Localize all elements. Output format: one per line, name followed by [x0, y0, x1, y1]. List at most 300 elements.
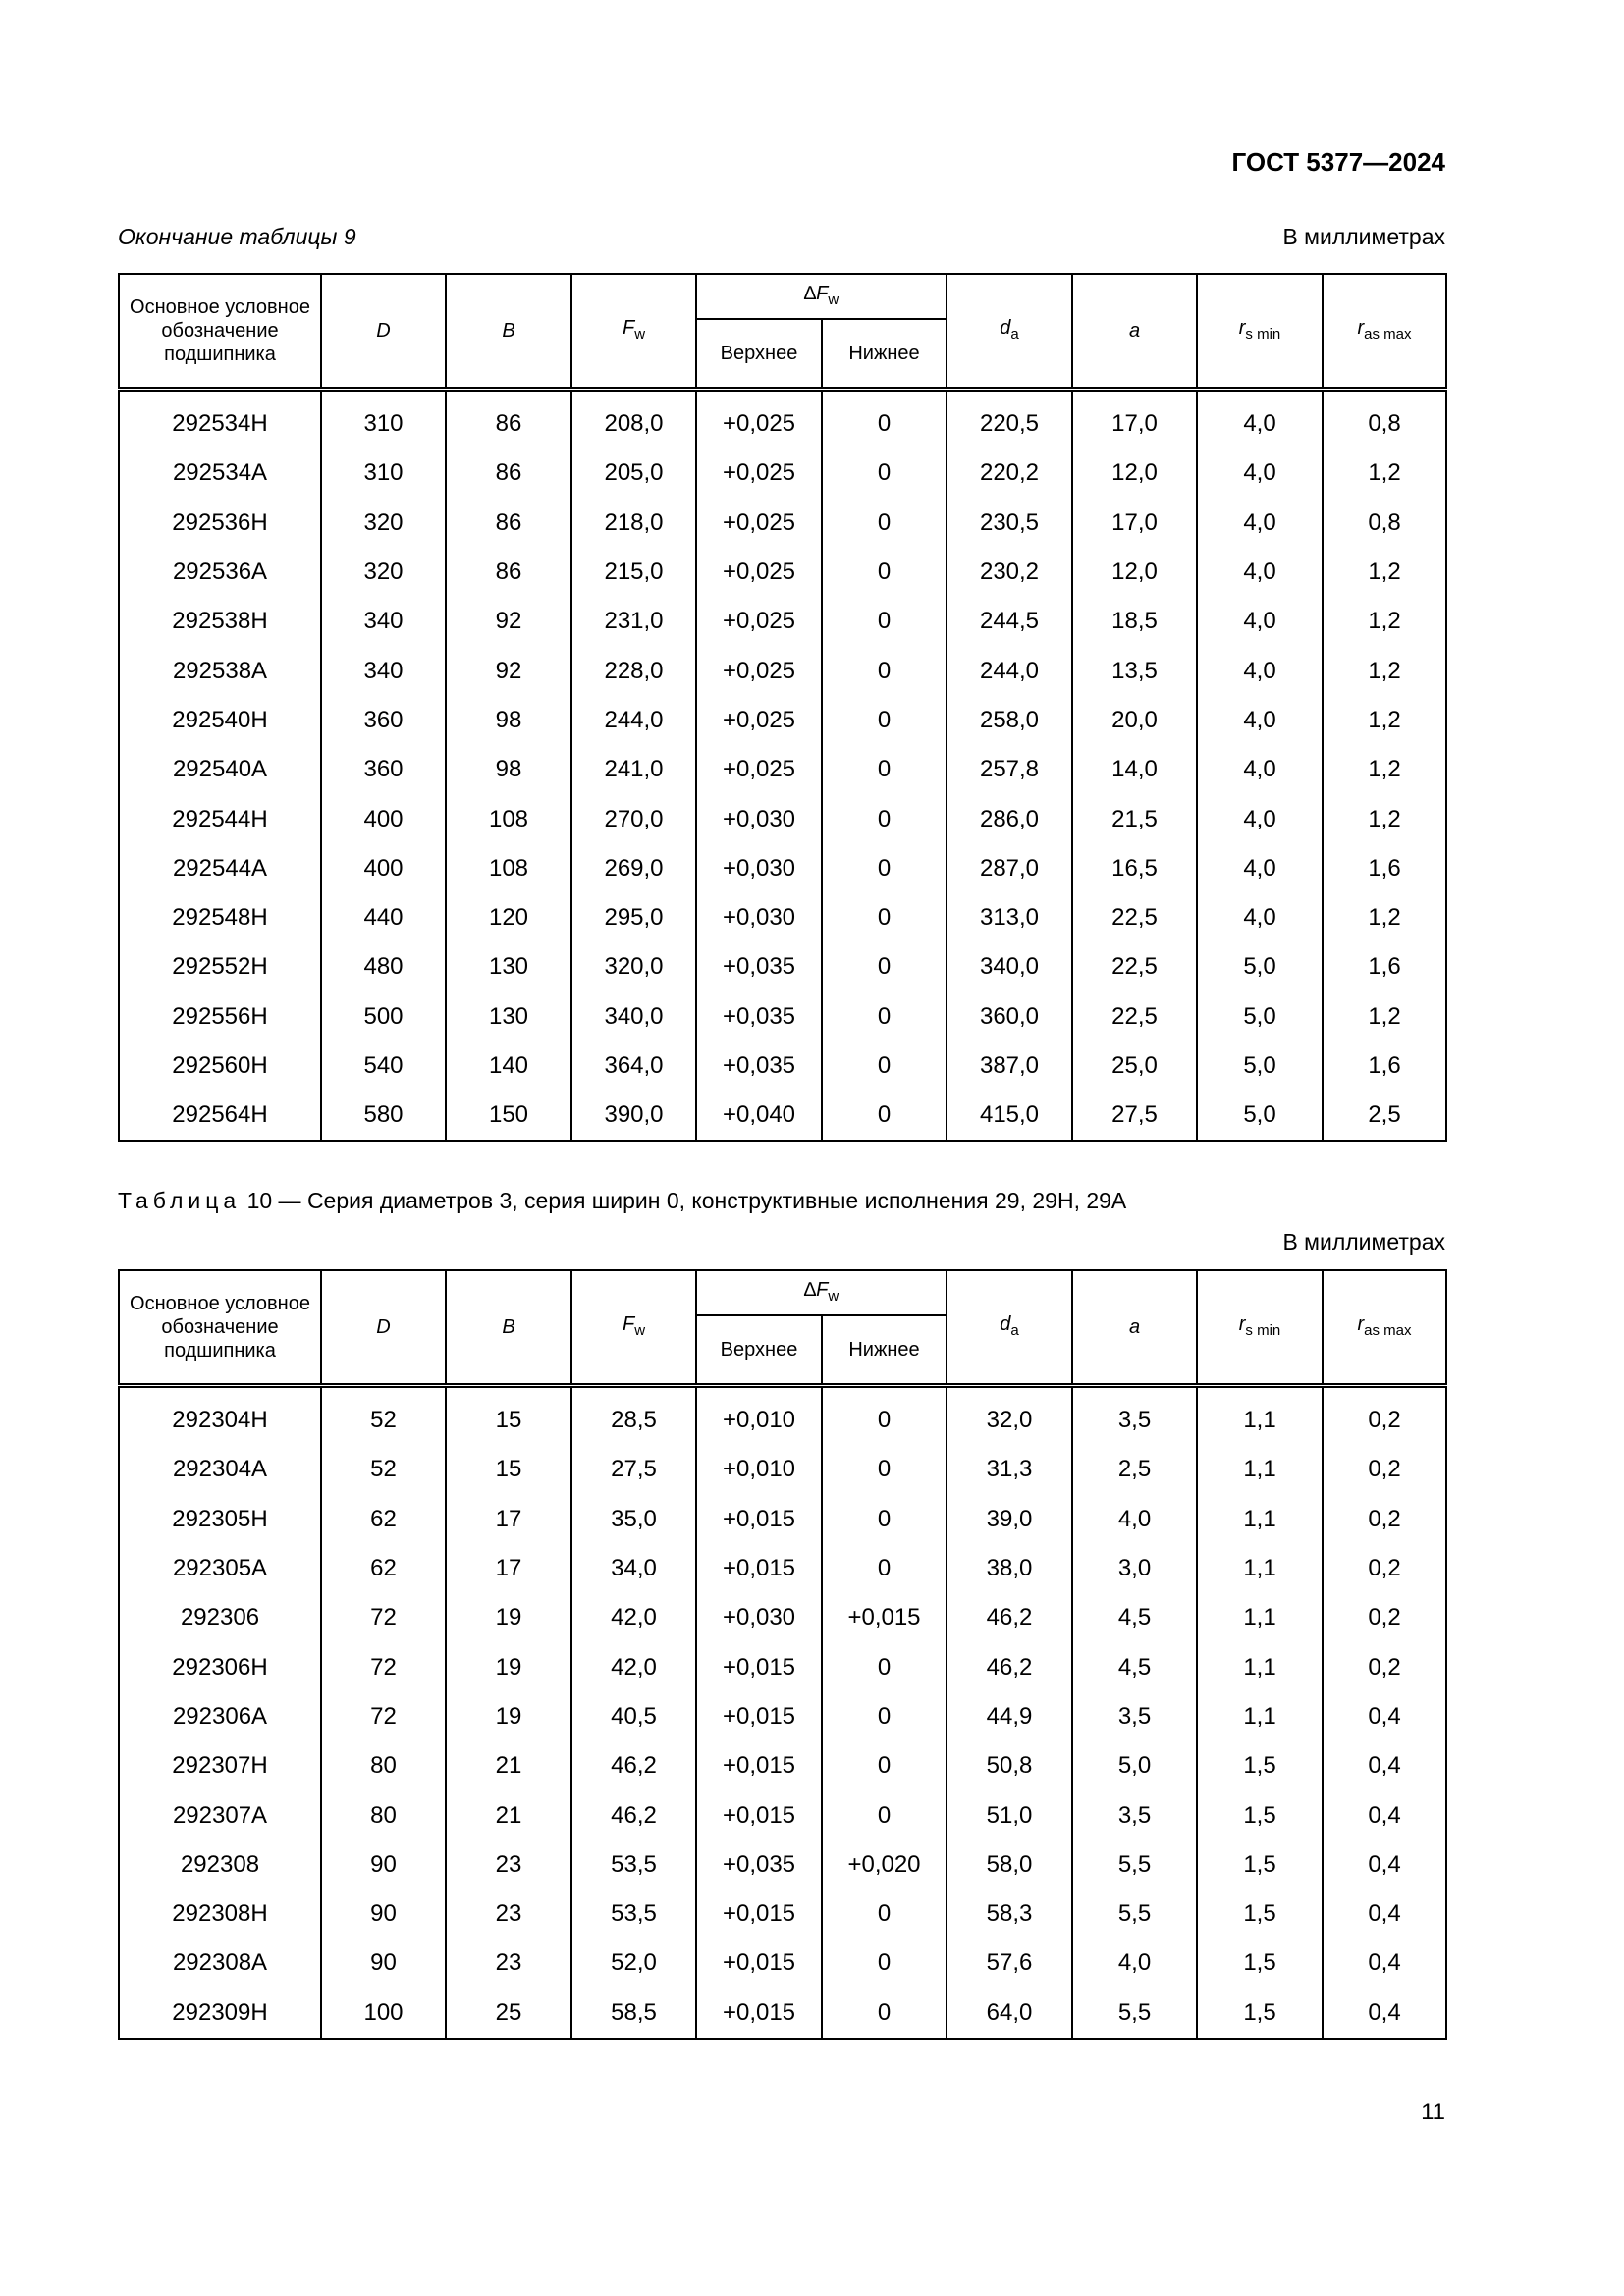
table-cell: +0,010: [696, 1445, 822, 1494]
table-cell: 292308Н: [119, 1890, 321, 1939]
table-cell: 1,2: [1323, 893, 1446, 942]
table-cell: 108: [446, 794, 571, 843]
table-cell: 1,2: [1323, 696, 1446, 745]
table-cell: 0: [822, 1041, 947, 1091]
table9-caption: Окончание таблицы 9: [118, 224, 356, 249]
table-row: [119, 992, 1446, 1041]
table-cell: 17: [446, 1495, 571, 1544]
table-row: [119, 499, 1446, 548]
table-cell: 4,0: [1072, 1495, 1197, 1544]
table-cell: +0,035: [696, 1841, 822, 1890]
table-cell: 360: [321, 696, 446, 745]
col-a: a: [1072, 1270, 1197, 1386]
table-row: [119, 597, 1446, 646]
table-cell: 0: [822, 1386, 947, 1446]
table-cell: 0,4: [1323, 1989, 1446, 2039]
table-cell: 0: [822, 794, 947, 843]
table-cell: 17,0: [1072, 499, 1197, 548]
table-cell: 4,0: [1197, 390, 1323, 450]
table-cell: +0,030: [696, 1593, 822, 1642]
table-cell: 12,0: [1072, 449, 1197, 498]
table-cell: 0,4: [1323, 1692, 1446, 1741]
table-cell: 34,0: [571, 1544, 696, 1593]
table-cell: +0,015: [696, 1642, 822, 1691]
table-cell: 292544А: [119, 844, 321, 893]
table-cell: 360,0: [947, 992, 1072, 1041]
table-cell: 292538Н: [119, 597, 321, 646]
table-row: [119, 1841, 1446, 1890]
table-row: [119, 1890, 1446, 1939]
table-cell: 258,0: [947, 696, 1072, 745]
table-cell: 360: [321, 745, 446, 794]
table-cell: 31,3: [947, 1445, 1072, 1494]
table-cell: 292304А: [119, 1445, 321, 1494]
table-cell: 53,5: [571, 1890, 696, 1939]
table-cell: 415,0: [947, 1091, 1072, 1141]
table-cell: 51,0: [947, 1790, 1072, 1840]
table-cell: 4,0: [1197, 449, 1323, 498]
col-da: $d_a$: [947, 1270, 1072, 1386]
table-cell: 86: [446, 449, 571, 498]
table-cell: 292309Н: [119, 1989, 321, 2039]
table-cell: 0: [822, 1692, 947, 1741]
table-cell: +0,015: [696, 1692, 822, 1741]
table-cell: 0: [822, 597, 947, 646]
table-cell: 320: [321, 548, 446, 597]
table-row: [119, 1939, 1446, 1988]
table-cell: 292307А: [119, 1790, 321, 1840]
table-cell: 292305А: [119, 1544, 321, 1593]
table-cell: 0: [822, 696, 947, 745]
table-cell: 4,0: [1197, 745, 1323, 794]
table-cell: 340: [321, 646, 446, 695]
table-cell: +0,025: [696, 745, 822, 794]
table-cell: 269,0: [571, 844, 696, 893]
table-cell: 20,0: [1072, 696, 1197, 745]
col-designation: Основное условное обозначение подшипника: [119, 1270, 321, 1386]
table-cell: 244,5: [947, 597, 1072, 646]
table-cell: 4,5: [1072, 1593, 1197, 1642]
table-cell: 241,0: [571, 745, 696, 794]
table-cell: 0: [822, 1544, 947, 1593]
table-row: [119, 646, 1446, 695]
table-cell: 1,2: [1323, 794, 1446, 843]
table-cell: 292307Н: [119, 1741, 321, 1790]
table-cell: +0,020: [822, 1841, 947, 1890]
table-10: [118, 1269, 1447, 2040]
table-cell: 27,5: [571, 1445, 696, 1494]
table-cell: 25: [446, 1989, 571, 2039]
table-cell: +0,015: [696, 1989, 822, 2039]
table-cell: 21,5: [1072, 794, 1197, 843]
table-cell: +0,015: [696, 1890, 822, 1939]
table-cell: 0: [822, 844, 947, 893]
table-cell: 244,0: [947, 646, 1072, 695]
table-row: [119, 1445, 1446, 1494]
table-cell: 5,0: [1072, 1741, 1197, 1790]
table-cell: 130: [446, 942, 571, 991]
table-cell: 108: [446, 844, 571, 893]
table-cell: +0,030: [696, 893, 822, 942]
table-cell: 230,5: [947, 499, 1072, 548]
table-cell: 52: [321, 1386, 446, 1446]
table-cell: 220,5: [947, 390, 1072, 450]
table-cell: 390,0: [571, 1091, 696, 1141]
table-cell: 19: [446, 1593, 571, 1642]
table10-header: [119, 1270, 1446, 1386]
table-cell: 1,5: [1197, 1989, 1323, 2039]
table-cell: 0,2: [1323, 1642, 1446, 1691]
table-cell: 292556Н: [119, 992, 321, 1041]
table-cell: +0,040: [696, 1091, 822, 1141]
table-cell: 270,0: [571, 794, 696, 843]
table-row: [119, 696, 1446, 745]
table-cell: +0,015: [696, 1495, 822, 1544]
table-cell: 292534А: [119, 449, 321, 498]
table-cell: 292536А: [119, 548, 321, 597]
table-cell: 0,4: [1323, 1939, 1446, 1988]
col-D: D: [321, 1270, 446, 1386]
table-cell: 17: [446, 1544, 571, 1593]
table-cell: +0,025: [696, 449, 822, 498]
table-cell: 1,5: [1197, 1939, 1323, 1988]
col-ras-max: $r_{as max}$: [1323, 1270, 1446, 1386]
table-cell: 220,2: [947, 449, 1072, 498]
table-cell: 52: [321, 1445, 446, 1494]
table-cell: 540: [321, 1041, 446, 1091]
table-cell: 13,5: [1072, 646, 1197, 695]
table-cell: +0,015: [696, 1790, 822, 1840]
table-cell: 310: [321, 390, 446, 450]
table-cell: 130: [446, 992, 571, 1041]
table-row: [119, 1544, 1446, 1593]
col-B: B: [446, 274, 571, 390]
table-row: [119, 1091, 1446, 1141]
table-cell: 80: [321, 1790, 446, 1840]
table-cell: 1,2: [1323, 992, 1446, 1041]
col-rs-min: $r_{s min}$: [1197, 1270, 1323, 1386]
table-cell: 3,5: [1072, 1386, 1197, 1446]
table-cell: 62: [321, 1544, 446, 1593]
table-cell: 22,5: [1072, 992, 1197, 1041]
table-cell: 2,5: [1072, 1445, 1197, 1494]
table-cell: 19: [446, 1642, 571, 1691]
table-cell: 90: [321, 1939, 446, 1988]
table-cell: 1,1: [1197, 1692, 1323, 1741]
table-cell: 12,0: [1072, 548, 1197, 597]
table-row: [119, 1790, 1446, 1840]
table-cell: 4,0: [1197, 893, 1323, 942]
table-cell: 320,0: [571, 942, 696, 991]
table-cell: 22,5: [1072, 942, 1197, 991]
table-row: [119, 844, 1446, 893]
table-cell: 292306Н: [119, 1642, 321, 1691]
table-cell: 4,0: [1072, 1939, 1197, 1988]
table-cell: 46,2: [571, 1741, 696, 1790]
table-cell: 23: [446, 1890, 571, 1939]
col-Fw: $F_w$: [571, 274, 696, 390]
table-cell: 1,5: [1197, 1890, 1323, 1939]
table-cell: 292536Н: [119, 499, 321, 548]
table-cell: 15: [446, 1445, 571, 1494]
table-row: [119, 1642, 1446, 1691]
table-cell: 35,0: [571, 1495, 696, 1544]
table-cell: 50,8: [947, 1741, 1072, 1790]
table-cell: 3,5: [1072, 1692, 1197, 1741]
table-cell: 86: [446, 499, 571, 548]
table-cell: 292306: [119, 1593, 321, 1642]
table10-title: [118, 1188, 1126, 1214]
table-cell: 0: [822, 1939, 947, 1988]
table-cell: 313,0: [947, 893, 1072, 942]
table-cell: 46,2: [947, 1642, 1072, 1691]
table-cell: 1,5: [1197, 1741, 1323, 1790]
table-cell: 86: [446, 390, 571, 450]
table-cell: 5,0: [1197, 942, 1323, 991]
table-cell: 310: [321, 449, 446, 498]
col-upper: Верхнее: [696, 319, 822, 390]
table-cell: 5,5: [1072, 1890, 1197, 1939]
table-cell: 1,2: [1323, 597, 1446, 646]
table-cell: 92: [446, 597, 571, 646]
table-cell: 4,0: [1197, 499, 1323, 548]
table-row: [119, 794, 1446, 843]
table-cell: 42,0: [571, 1593, 696, 1642]
table-cell: 0,2: [1323, 1593, 1446, 1642]
col-Fw: $F_w$: [571, 1270, 696, 1386]
table-cell: 23: [446, 1841, 571, 1890]
table-cell: 0: [822, 1445, 947, 1494]
table-cell: 14,0: [1072, 745, 1197, 794]
table-cell: +0,015: [822, 1593, 947, 1642]
table-cell: 1,1: [1197, 1544, 1323, 1593]
table-cell: 387,0: [947, 1041, 1072, 1091]
table-cell: 5,5: [1072, 1841, 1197, 1890]
table-cell: 292306А: [119, 1692, 321, 1741]
document-code: ГОСТ 5377—2024: [1231, 147, 1445, 177]
table-cell: 0,4: [1323, 1741, 1446, 1790]
table-cell: 64,0: [947, 1989, 1072, 2039]
table-cell: 46,2: [947, 1593, 1072, 1642]
table-cell: 500: [321, 992, 446, 1041]
col-delta-Fw: $\Delta F_w$: [696, 274, 947, 319]
table-cell: 0: [822, 1989, 947, 2039]
table-row: [119, 942, 1446, 991]
table-cell: 0: [822, 992, 947, 1041]
table-cell: 0,2: [1323, 1445, 1446, 1494]
table-cell: 5,5: [1072, 1989, 1197, 2039]
table-cell: 120: [446, 893, 571, 942]
table-cell: 0,2: [1323, 1386, 1446, 1446]
table-cell: 1,5: [1197, 1790, 1323, 1840]
table-cell: 1,5: [1197, 1841, 1323, 1890]
table-cell: 292560Н: [119, 1041, 321, 1091]
table9-body: [119, 390, 1446, 1142]
table-cell: 400: [321, 844, 446, 893]
table10-title-prefix: Таблица: [118, 1188, 242, 1213]
table-cell: 231,0: [571, 597, 696, 646]
table-cell: 215,0: [571, 548, 696, 597]
table-cell: +0,035: [696, 1041, 822, 1091]
table-cell: 292308А: [119, 1939, 321, 1988]
table-cell: 5,0: [1197, 1091, 1323, 1141]
table-cell: 52,0: [571, 1939, 696, 1988]
table-cell: 1,6: [1323, 1041, 1446, 1091]
table-cell: 0: [822, 1495, 947, 1544]
table-cell: +0,015: [696, 1741, 822, 1790]
table-cell: +0,025: [696, 499, 822, 548]
table-cell: 0: [822, 1642, 947, 1691]
table-cell: 0: [822, 1091, 947, 1141]
table9-header: [119, 274, 1446, 390]
table-cell: +0,035: [696, 992, 822, 1041]
table-cell: 244,0: [571, 696, 696, 745]
table-cell: 3,0: [1072, 1544, 1197, 1593]
table-cell: 5,0: [1197, 992, 1323, 1041]
table-row: [119, 1741, 1446, 1790]
table-cell: 400: [321, 794, 446, 843]
table-cell: 218,0: [571, 499, 696, 548]
table-cell: 292544Н: [119, 794, 321, 843]
table-cell: 5,0: [1197, 1041, 1323, 1091]
table-cell: 292308: [119, 1841, 321, 1890]
table-cell: 340,0: [947, 942, 1072, 991]
table-cell: 44,9: [947, 1692, 1072, 1741]
table-cell: 72: [321, 1642, 446, 1691]
table-cell: 21: [446, 1741, 571, 1790]
table-cell: 0: [822, 1741, 947, 1790]
table-cell: 57,6: [947, 1939, 1072, 1988]
table-cell: 580: [321, 1091, 446, 1141]
table-cell: 90: [321, 1841, 446, 1890]
table-cell: 292305Н: [119, 1495, 321, 1544]
table-cell: +0,030: [696, 844, 822, 893]
table-cell: +0,010: [696, 1386, 822, 1446]
table-cell: +0,015: [696, 1939, 822, 1988]
table-cell: 292538А: [119, 646, 321, 695]
table-cell: 23: [446, 1939, 571, 1988]
table9-caption-row: [118, 224, 1445, 250]
table-cell: 18,5: [1072, 597, 1197, 646]
table-cell: 58,5: [571, 1989, 696, 2039]
table-cell: +0,015: [696, 1544, 822, 1593]
table-row: [119, 1692, 1446, 1741]
table-cell: 292552Н: [119, 942, 321, 991]
table-row: [119, 548, 1446, 597]
table-cell: 140: [446, 1041, 571, 1091]
table-cell: 27,5: [1072, 1091, 1197, 1141]
table-cell: +0,025: [696, 646, 822, 695]
table-cell: 295,0: [571, 893, 696, 942]
table-cell: 292540Н: [119, 696, 321, 745]
table-cell: 0: [822, 1890, 947, 1939]
table-cell: 19: [446, 1692, 571, 1741]
table-cell: +0,025: [696, 696, 822, 745]
table-cell: 80: [321, 1741, 446, 1790]
table-cell: 1,2: [1323, 548, 1446, 597]
table-cell: 1,1: [1197, 1386, 1323, 1446]
table-9: [118, 273, 1447, 1142]
table-cell: 0: [822, 499, 947, 548]
table-cell: 39,0: [947, 1495, 1072, 1544]
table-cell: 4,0: [1197, 548, 1323, 597]
col-da: $d_a$: [947, 274, 1072, 390]
table-cell: +0,025: [696, 390, 822, 450]
table-cell: 0,2: [1323, 1495, 1446, 1544]
table-cell: 2,5: [1323, 1091, 1446, 1141]
table-cell: 0,2: [1323, 1544, 1446, 1593]
table-cell: 28,5: [571, 1386, 696, 1446]
table-cell: 4,0: [1197, 794, 1323, 843]
table-cell: 292540А: [119, 745, 321, 794]
table-cell: 287,0: [947, 844, 1072, 893]
table-cell: 286,0: [947, 794, 1072, 843]
table-cell: 21: [446, 1790, 571, 1840]
col-ras-max: $r_{as max}$: [1323, 274, 1446, 390]
table-cell: 0: [822, 449, 947, 498]
table-cell: 62: [321, 1495, 446, 1544]
table-row: [119, 745, 1446, 794]
table-cell: 150: [446, 1091, 571, 1141]
table-cell: 4,0: [1197, 646, 1323, 695]
col-lower: Нижнее: [822, 319, 947, 390]
table-cell: 4,5: [1072, 1642, 1197, 1691]
table-cell: 42,0: [571, 1642, 696, 1691]
table-row: [119, 390, 1446, 450]
table-row: [119, 1386, 1446, 1446]
col-delta-Fw: $\Delta F_w$: [696, 1270, 947, 1315]
col-lower: Нижнее: [822, 1315, 947, 1386]
table-cell: 58,3: [947, 1890, 1072, 1939]
table-row: [119, 893, 1446, 942]
table-cell: +0,025: [696, 548, 822, 597]
col-B: B: [446, 1270, 571, 1386]
table-cell: 98: [446, 745, 571, 794]
col-a: a: [1072, 274, 1197, 390]
table-cell: 0,8: [1323, 390, 1446, 450]
table10-units: В миллиметрах: [1282, 1229, 1445, 1255]
table-cell: +0,025: [696, 597, 822, 646]
table-cell: 92: [446, 646, 571, 695]
col-upper: Верхнее: [696, 1315, 822, 1386]
table-cell: 100: [321, 1989, 446, 2039]
table-cell: 230,2: [947, 548, 1072, 597]
table-row: [119, 1041, 1446, 1091]
table-cell: 292534Н: [119, 390, 321, 450]
table-cell: 0: [822, 646, 947, 695]
table-cell: 0,4: [1323, 1841, 1446, 1890]
table-cell: 228,0: [571, 646, 696, 695]
table-row: [119, 1989, 1446, 2039]
table-cell: 1,2: [1323, 449, 1446, 498]
table-cell: 340,0: [571, 992, 696, 1041]
table-cell: 38,0: [947, 1544, 1072, 1593]
table-cell: 53,5: [571, 1841, 696, 1890]
table-cell: 1,1: [1197, 1593, 1323, 1642]
table-cell: 257,8: [947, 745, 1072, 794]
table-cell: 1,2: [1323, 646, 1446, 695]
table-cell: 1,2: [1323, 745, 1446, 794]
table10-body: [119, 1386, 1446, 2039]
table-cell: 22,5: [1072, 893, 1197, 942]
table-row: [119, 1495, 1446, 1544]
table-cell: 40,5: [571, 1692, 696, 1741]
table-cell: 292304Н: [119, 1386, 321, 1446]
table-cell: 340: [321, 597, 446, 646]
table-cell: 16,5: [1072, 844, 1197, 893]
col-designation: Основное условное обозначение подшипника: [119, 274, 321, 390]
table-cell: 25,0: [1072, 1041, 1197, 1091]
